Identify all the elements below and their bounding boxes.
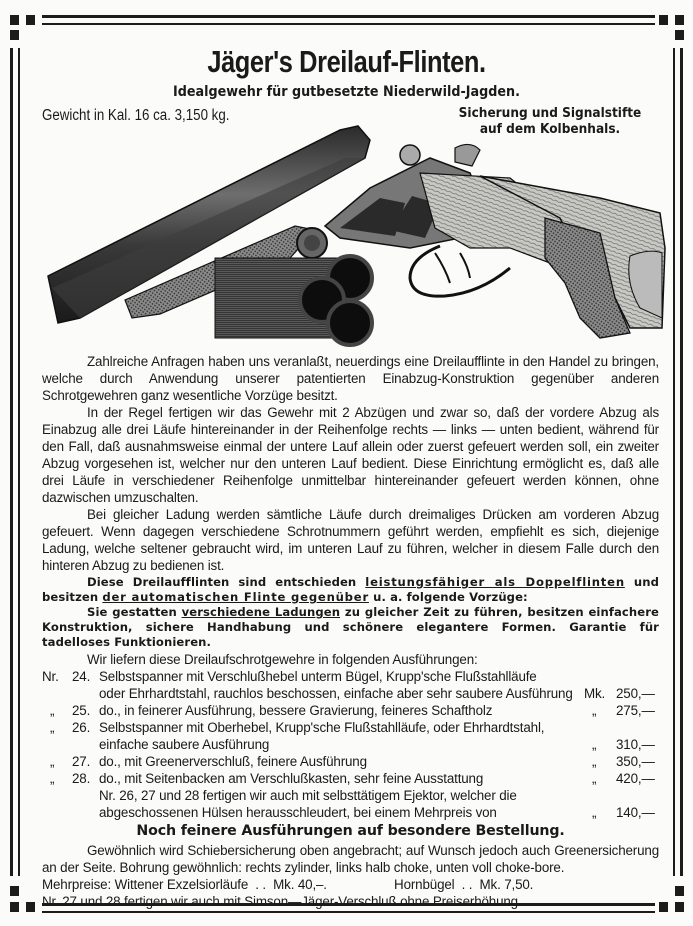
- paragraph: In der Regel fertigen wir das Gewehr mit 2 Abzügen und zwar so, daß der vordere Abzug als Einabzug alle drei Läufe hintereinander in der Reihenfolge rechts — links — unten bedient, während für den Fall, daß ausnahmsweise einmal der untere Lauf allein oder zuerst gefeuert werden soll, ein zweiter Abzug vorgesehen ist, welcher nur den unteren Lauf bedient. Diese Einrichtung ermöglicht es, daß alle drei Läufe in verschiedener Reihenfolge unmittelbar hintereinander gefeuert werden können, ohne dazwischen umzuschalten.: [42, 405, 659, 505]
- corner-square: [10, 30, 19, 40]
- price-row: [42, 770, 659, 787]
- safety-line-2: auf dem Kolbenhals.: [479, 121, 621, 137]
- model-number: 26.: [72, 720, 91, 735]
- model-number: 24.: [72, 669, 91, 684]
- subtitle: Idealgewehr für gutbesetzte Niederwild-Jagden.: [173, 84, 520, 100]
- page-title: Jäger's Dreilauf-Flinten.: [207, 44, 486, 79]
- ejector-note: Nr. 26, 27 und 28 fertigen wir auch mit selbsttätigem Ejektor, welcher die: [99, 788, 517, 803]
- corner-square: [10, 902, 19, 912]
- weight-note: Gewicht in Kal. 16 ca. 3,150 kg.: [42, 107, 230, 124]
- model-price: 350,—: [616, 754, 655, 769]
- price-row: [42, 753, 659, 770]
- ditto-mark: „: [50, 720, 55, 735]
- model-description: einfache saubere Ausführung: [99, 737, 270, 752]
- paragraph: Bei gleicher Ladung werden sämtliche Läufe durch dreimaliges Drücken am vorderen Abzug gefeuert. Wenn dagegen verschiedene Schrotnummern geführt werden, empfiehlt es sich, diejenige Ladung, welche seltener gebraucht wird, im unteren Lauf zu führen, welcher in diesem Falle durch den hinteren Abzug zu bedienen ist.: [42, 507, 659, 573]
- text: u. a. folgende Vorzüge:: [368, 590, 528, 604]
- model-number: 28.: [72, 771, 91, 786]
- model-description: oder Ehrhardtstahl, rauchlos beschossen, einfache aber sehr saubere Ausführung: [99, 686, 573, 701]
- emphasis-underlined: der automatischen Flinte gegenüber: [102, 590, 369, 604]
- border-line-left: [18, 48, 20, 876]
- price-row: [42, 702, 659, 719]
- price-row: [42, 804, 659, 821]
- nr-label: Nr.: [42, 669, 59, 684]
- special-order-note: Noch feinere Ausführungen auf besondere Bestellung.: [136, 823, 565, 839]
- emphasis-underlined: leistungsfähiger als Doppelflinten: [365, 575, 625, 589]
- text: und besitzen: [42, 575, 659, 604]
- model-price: 420,—: [616, 771, 655, 786]
- leader-dots: . .: [461, 877, 473, 892]
- model-description: do., mit Seitenbacken am Verschlußkasten, sehr feine Ausstattung: [99, 771, 484, 786]
- ditto-mark: „: [592, 754, 597, 769]
- price-row: [42, 685, 659, 702]
- models-intro: Wir liefern diese Dreilaufschrotgewehre in folgenden Ausführungen:: [87, 652, 478, 667]
- body-text: [42, 353, 659, 910]
- corner-square: [675, 902, 684, 912]
- text: Diese Dreilaufflinten sind entschieden: [87, 575, 366, 589]
- corner-square: [659, 902, 668, 912]
- corner-square: [675, 15, 684, 25]
- ditto-mark: „: [592, 771, 597, 786]
- corner-square: [10, 15, 19, 25]
- model-description: do., mit Greenerverschluß, feinere Ausführung: [99, 754, 367, 769]
- extra-price: Mk. 40,–.: [273, 877, 327, 892]
- paragraph: Zahlreiche Anfragen haben uns veranlaßt, neuerdings eine Dreilaufflinte in den Handel zu bringen, welche durch Anwendung unserer patentierten Einabzug-Konstruktion gegenüber anderen Schrotgewehren ganz wesentliche Vorzüge besitzt.: [42, 354, 659, 403]
- ditto-mark: „: [50, 703, 55, 718]
- corner-square: [675, 886, 684, 896]
- currency-label: Mk.: [584, 686, 606, 701]
- extras-label: Mehrpreise:: [42, 877, 112, 892]
- safety-line-1: Sicherung und Signalstifte: [458, 105, 642, 121]
- ditto-mark: „: [50, 754, 55, 769]
- extra-price: Mk. 7,50.: [479, 877, 534, 892]
- extra-name: Wittener Exzelsiorläufe: [114, 877, 249, 892]
- border-line-left: [10, 48, 13, 876]
- border-line-top: [42, 15, 655, 18]
- corner-square: [26, 902, 35, 912]
- border-line-right: [680, 48, 683, 876]
- border-line-top: [42, 23, 655, 25]
- advantages-statement: [42, 575, 659, 605]
- model-description: Selbstspanner mit Oberhebel, Krupp'sche Flußstahlläufe, oder Ehrhardtstahl,: [99, 720, 545, 735]
- safety-bore-note: Gewöhnlich wird Schiebersicherung oben angebracht; auf Wunsch jedoch auch Greenersicherung an der Seite. Bohrung gewöhnlich: rechts zylinder, links halb choke, unten voll choke-bore.: [42, 843, 659, 875]
- models-price-list: [42, 668, 659, 821]
- model-description: Selbstspanner mit Verschlußhebel unterm Bügel, Krupp'sche Flußstahlläufe: [99, 669, 537, 684]
- price-row: [42, 787, 659, 804]
- corner-square: [675, 30, 684, 40]
- model-number: 25.: [72, 703, 91, 718]
- simson-note: Nr. 27 und 28 fertigen wir auch mit Simson—Jäger-Verschluß ohne Preiserhöhung.: [42, 894, 522, 909]
- muzzle-detail: [215, 256, 372, 345]
- corner-square: [10, 886, 19, 896]
- ejector-price: 140,—: [616, 805, 655, 820]
- price-row: [42, 736, 659, 753]
- advantages-list: [42, 605, 659, 650]
- model-price: 310,—: [616, 737, 655, 752]
- ditto-mark: „: [50, 771, 55, 786]
- ditto-mark: „: [592, 703, 597, 718]
- price-row: [42, 719, 659, 736]
- model-price: 275,—: [616, 703, 655, 718]
- model-price: 250,—: [616, 686, 655, 701]
- extras-line: [42, 876, 659, 893]
- border-line-bottom: [42, 911, 655, 913]
- model-number: 27.: [72, 754, 91, 769]
- model-description: do., in feinerer Ausführung, bessere Gravierung, feineres Schaftholz: [99, 703, 493, 718]
- ditto-mark: „: [592, 805, 597, 820]
- leader-dots: . .: [255, 877, 266, 892]
- extra-name: Hornbügel: [394, 877, 455, 892]
- text: zu gleicher Zeit zu führen, besitzen einfachere Konstruktion, sichere Handhabung und schönere elegantere Formen. Garantie für tadelloses Funktionieren.: [42, 605, 659, 649]
- emphasis-underlined: verschiedene Ladungen: [181, 605, 341, 619]
- price-row: [42, 668, 659, 685]
- ditto-mark: „: [592, 737, 597, 752]
- corner-square: [659, 15, 668, 25]
- ejector-note: abgeschossenen Hülsen herausschleudert, bei einem Mehrpreis von: [99, 805, 497, 820]
- border-line-right: [673, 48, 675, 876]
- corner-square: [26, 15, 35, 25]
- text: Sie gestatten: [87, 605, 182, 619]
- shotgun-illustration-icon: [40, 118, 670, 348]
